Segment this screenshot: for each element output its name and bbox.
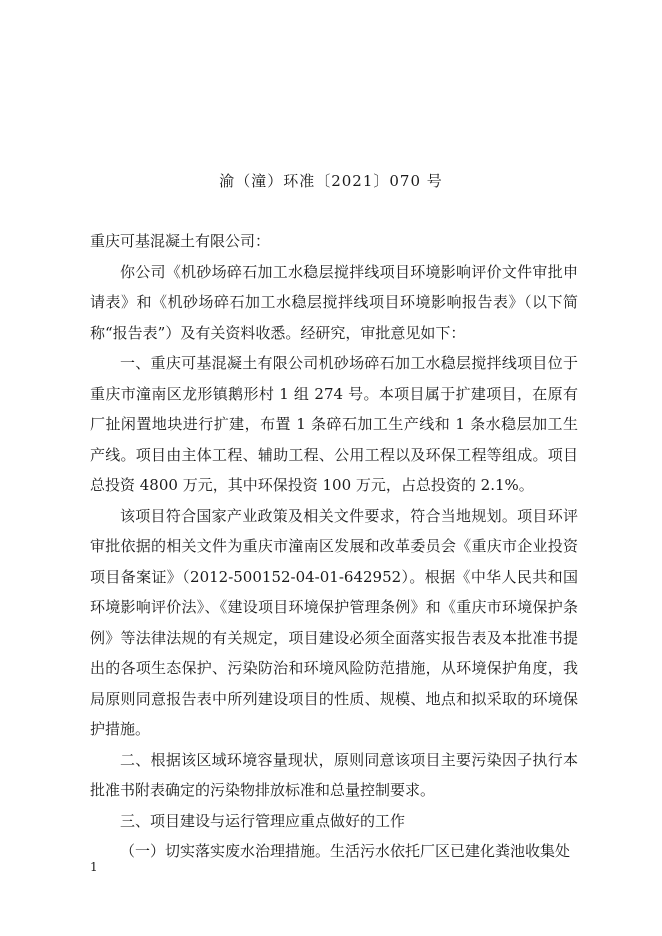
salutation: 重庆可基混凝土有限公司： (90, 232, 271, 250)
document-body (90, 226, 578, 867)
paragraph-compliance: 该项目符合国家产业政策及相关文件要求，符合当地规划。项目环评审批依据的相关文件为重庆市潼南区发展和改革委员会《重庆市企业投资项目备案证》（2012-500152-04-01-642952）。根据《中华人民共和国环境影响评价法》、《建设项目环境保护管理条例》和《重庆市环境保护条例》等法律法规的有关规定，项目建设必须全面落实报告表及本批准书提出的各项生态保护、污染防治和环境风险防范措施，从环境保护角度，我局原则同意报告表中所列建设项目的性质、规模、地点和拟采取的环境保护措施。 (90, 506, 578, 738)
page-number: 1 (90, 860, 98, 874)
paragraph-subsection-1: （一）切实落实废水治理措施。生活污水依托厂区已建化粪池收集处 (120, 842, 571, 860)
paragraph-section-1: 一、重庆可基混凝土有限公司机砂场碎石加工水稳层搅拌线项目位于重庆市潼南区龙形镇鹅形村 1 组 274 号。本项目属于扩建项目，在原有厂扯闲置地块进行扩建，布置 1 条碎石加工生产线和 1 条水稳层加工生产线。项目由主体工程、辅助工程、公用工程以及环保工程等组成。项目总投资 4800 万元，其中环保投资 100 万元，占总投资的 2.1%。 (90, 354, 578, 494)
document-number: 渝（潼）环准〔2021〕070 号 (219, 172, 443, 190)
paragraph-section-2: 二、根据该区域环境容量现状，原则同意该项目主要污染因子执行本批准书附表确定的污染物排放标准和总量控制要求。 (90, 750, 578, 799)
paragraph-section-3-heading: 三、项目建设与运行管理应重点做好的工作 (120, 811, 406, 830)
paragraph-intro: 你公司《机砂场碎石加工水稳层搅拌线项目环境影响评价文件审批申请表》和《机砂场碎石加工水稳层搅拌线项目环境影响报告表》（以下简称“报告表”）及有关资料收悉。经研究，审批意见如下： (90, 262, 578, 342)
